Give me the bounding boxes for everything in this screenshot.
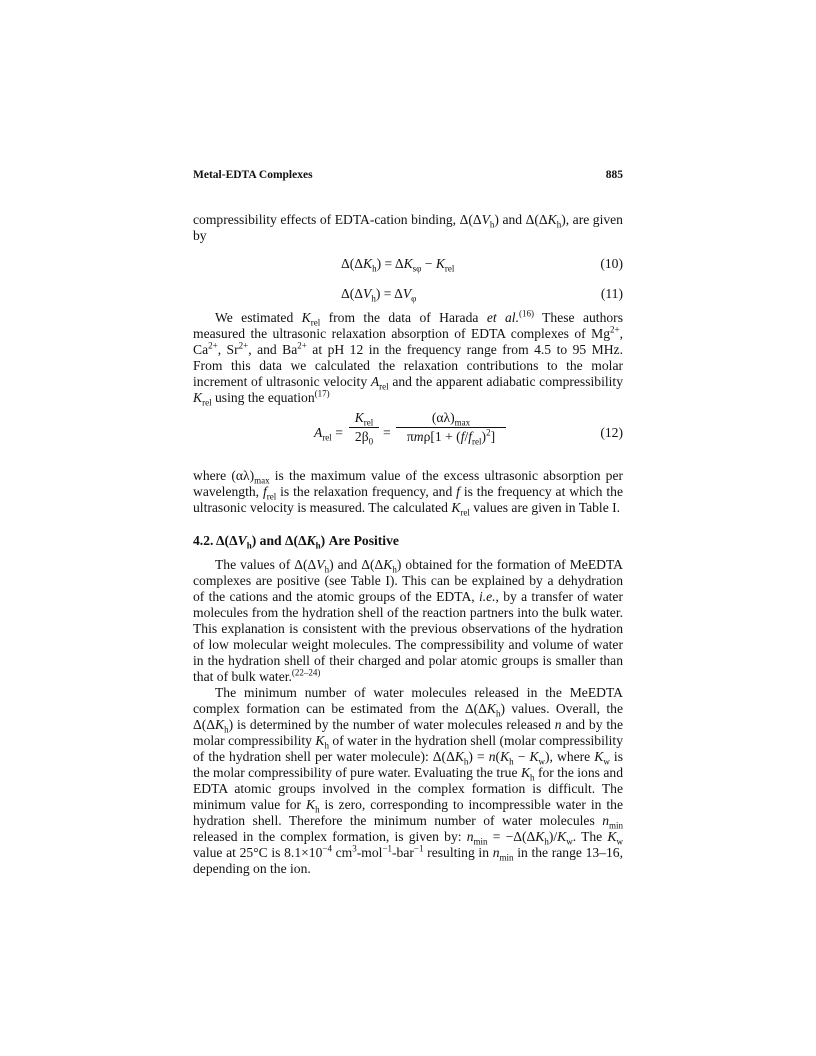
running-title: Metal-EDTA Complexes <box>193 169 313 181</box>
page-number: 885 <box>605 169 623 181</box>
paragraph-3: The values of $\Delta(\Delta V_h)$ and $\Delta(\Delta K_h)$ obtained for the formation of MeEDTA complexes are positive (see Table I). This can be explained by a dehydration of the cations and the atomic groups of the EDTA, i.e., by a transfer of water molecules from the hydration shell of the reaction partners into the bulk water. This explanation is consistent with the previous observations of the hydration of low molecular weight molecules. The compressibility and volume of water in the hydration shell of their charged and polar atomic groups is smaller than that of bulk water.$^{(22-24)}$ <box>193 557 623 684</box>
running-header <box>193 168 623 182</box>
equation-10: $\Delta(\Delta K_h) = \Delta K_{s\varphi} - K_{rel}$ (10) <box>341 256 623 274</box>
intro-paragraph: compressibility effects of EDTA-cation binding, $\Delta(\Delta V_h)$ and $\Delta(\Delta K_h)$, are given by <box>193 212 623 243</box>
equation-11: $\Delta(\Delta V_h) = \Delta V_\varphi$ (11) <box>341 286 623 304</box>
section-heading: 4.2. $\Delta(\Delta V_h)$ and $\Delta(\Delta K_h)$ Are Positive <box>193 533 399 551</box>
paragraph-4: The minimum number of water molecules released in the MeEDTA complex formation can be estimated from the $\Delta(\Delta K_h)$ values. Overall, the $\Delta(\Delta K_h)$ is determined by the number of water molecules released n and by the molar compressibility $K_h$ of water in the hydration shell (molar compressibility of the hydration shell per water molecule): $\Delta(\Delta K_h) = n(K_h - K_w)$, where $K_w$ is the molar compressibility of pure water. Evaluating the true $K_h$ for the ions and EDTA atomic groups involved in the complex formation is difficult. The minimum value for $K_h$ is zero, corresponding to incompressible water in the hydration shell. Therefore the minimum number of water molecules $n_{min}$ released in the complex formation, is given by: $n_{min} = -\Delta(\Delta K_h)/K_w$. The $K_w$ value at 25°C is $8.1\times 10^{-4}$ $cm^3-mol^{-1}-bar^{-1}$ resulting in $n_{min}$ in the range 13–16, depending on the ion. <box>193 685 623 876</box>
body-text <box>193 212 623 877</box>
equation-12: $A_{rel}$ = $K_{rel}$ $2\beta_0$ = $(\alpha\lambda)_{max}$ $\pi m\rho[1 + (f/f_{rel})^2]$ (12) <box>314 410 623 447</box>
paragraph-2: where $(\alpha\lambda)_{max}$ is the maximum value of the excess ultrasonic absorption per wavelength, $f_{rel}$ is the relaxation frequency, and f is the frequency at which the ultrasonic velocity is measured. The calculated $K_{rel}$ values are given in Table I. <box>193 468 624 518</box>
paragraph-1: We estimated $K_{rel}$ from the data of Harada et al.$^{(16)}$ These authors measured the ultrasonic relaxation absorption of EDTA complexes of $Mg^{2+}$, $Ca^{2+}$, $Sr^{2+}$, and $Ba^{2+}$ at pH 12 in the frequency range from 4.5 to 95 MHz. From this data we calculated the relaxation contributions to the molar increment of ultrasonic velocity $A_{rel}$ and the apparent adiabatic compressibility $K_{rel}$ using the equation$^{(17)}$ <box>193 308 623 408</box>
page-content <box>193 168 623 877</box>
